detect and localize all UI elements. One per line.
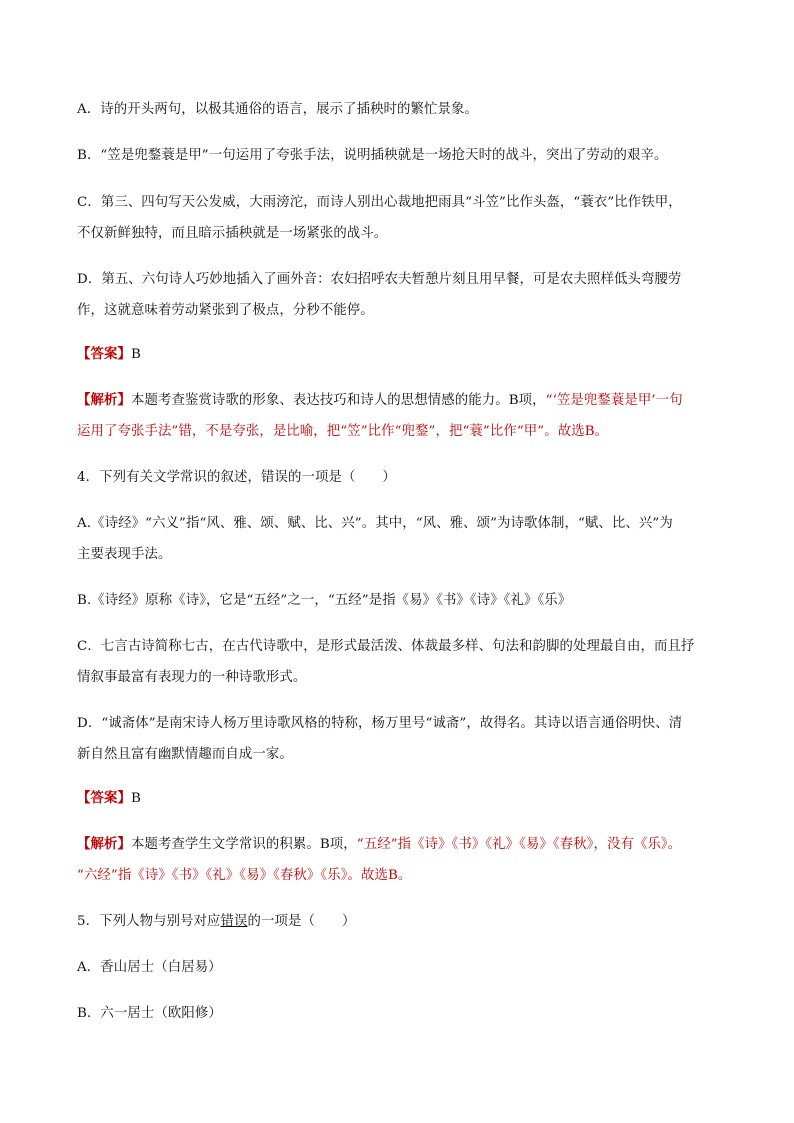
q3-option-c-line2: 不仅新鲜独特，而且暗示插秧就是一场紧张的战斗。 (77, 226, 388, 241)
q5-option-a: A．香山居士（白居易） (77, 960, 222, 975)
answer-value: B (130, 347, 141, 362)
answer-tag: 【答案】 (77, 791, 131, 806)
q3-analysis-line2: 运用了夸张手法”错，不是夸张，是比喻，把“笠”比作“兜鍪”，把“蓑”比作“甲”。故选B。 (77, 424, 609, 439)
q5-option-b: B．六一居士（欧阳修） (77, 1006, 222, 1021)
q4-analysis-line2: “六经”指《诗》《书》《礼》《易》《春秋》《乐》。故选B。 (77, 868, 412, 883)
analysis-tag: 【解析】 (77, 837, 131, 852)
q4-option-d-line1: D．“诚斋体”是南宋诗人杨万里诗歌风格的特称，杨万里号“诚斋”，故得名。其诗以语言通俗明快、清 (77, 716, 683, 731)
answer-value: B (130, 791, 141, 806)
q4-answer (77, 789, 737, 809)
q4-stem: 4．下列有关文学常识的叙述，错误的一项是（ ） (77, 470, 396, 485)
q3-option-a: A．诗的开头两句，以极其通俗的语言，展示了插秧时的繁忙景象。 (77, 102, 478, 117)
q4-option-d-line2: 新自然且富有幽默情趣而自成一家。 (77, 747, 293, 762)
q5-stem-after: 的一项是（ ） (247, 914, 356, 929)
q5-stem (77, 912, 737, 932)
analysis-text: 本题考查鉴赏诗歌的形象、表达技巧和诗人的思想情感的能力。B项， (130, 393, 546, 408)
analysis-text: 本题考查学生文学常识的积累。B项， (130, 837, 357, 852)
q3-option-d-line1: D．第五、六句诗人巧妙地插入了画外音：农妇招呼农夫暂憩片刻且用早餐，可是农夫照样低头弯腰劳 (77, 272, 682, 287)
q5-stem-underlined: 错误 (220, 914, 248, 929)
q4-option-a-line1: A.《诗经》“六义”指“风、雅、颂、赋、比、兴”。其中，“风、雅、颂”为诗歌体制，“赋、比、兴”为 (77, 516, 673, 531)
q3-option-d-line2: 作，这就意味着劳动紧张到了极点，分秒不能停。 (77, 303, 374, 318)
q3-answer (77, 345, 737, 365)
analysis-highlight: “五经”指《诗》《书》《礼》《易》《春秋》，没有《乐》。 (356, 837, 682, 852)
q3-option-b: B．“笠是兜鍪蓑是甲”一句运用了夸张手法，说明插秧就是一场抢天时的战斗，突出了劳动的艰辛。 (77, 148, 668, 163)
answer-tag: 【答案】 (77, 347, 131, 362)
q3-analysis-line1 (77, 391, 737, 411)
analysis-tag: 【解析】 (77, 393, 131, 408)
q4-option-a-line2: 主要表现手法。 (77, 547, 172, 562)
q4-option-b: B.《诗经》原称《诗》，它是“五经”之一，“五经”是指《易》《书》《诗》《礼》《乐》 (77, 593, 572, 608)
q3-option-c-line1: C．第三、四句写天公发威，大雨滂沱，而诗人别出心裁地把雨具“斗笠”比作头盔，“蓑衣”比作铁甲， (77, 195, 682, 210)
q4-analysis-line1 (77, 835, 737, 855)
q4-option-c-line2: 情叙事最富有表现力的一种诗歌形式。 (77, 670, 307, 685)
q4-option-c-line1: C．七言古诗简称七古，在古代诗歌中，是形式最活泼、体裁最多样、句法和韵脚的处理最自由，而且抒 (77, 639, 695, 654)
q5-stem-before: 5．下列人物与别号对应 (77, 914, 221, 929)
analysis-highlight: “‘笠是兜鍪蓑是甲’一句 (545, 393, 683, 408)
